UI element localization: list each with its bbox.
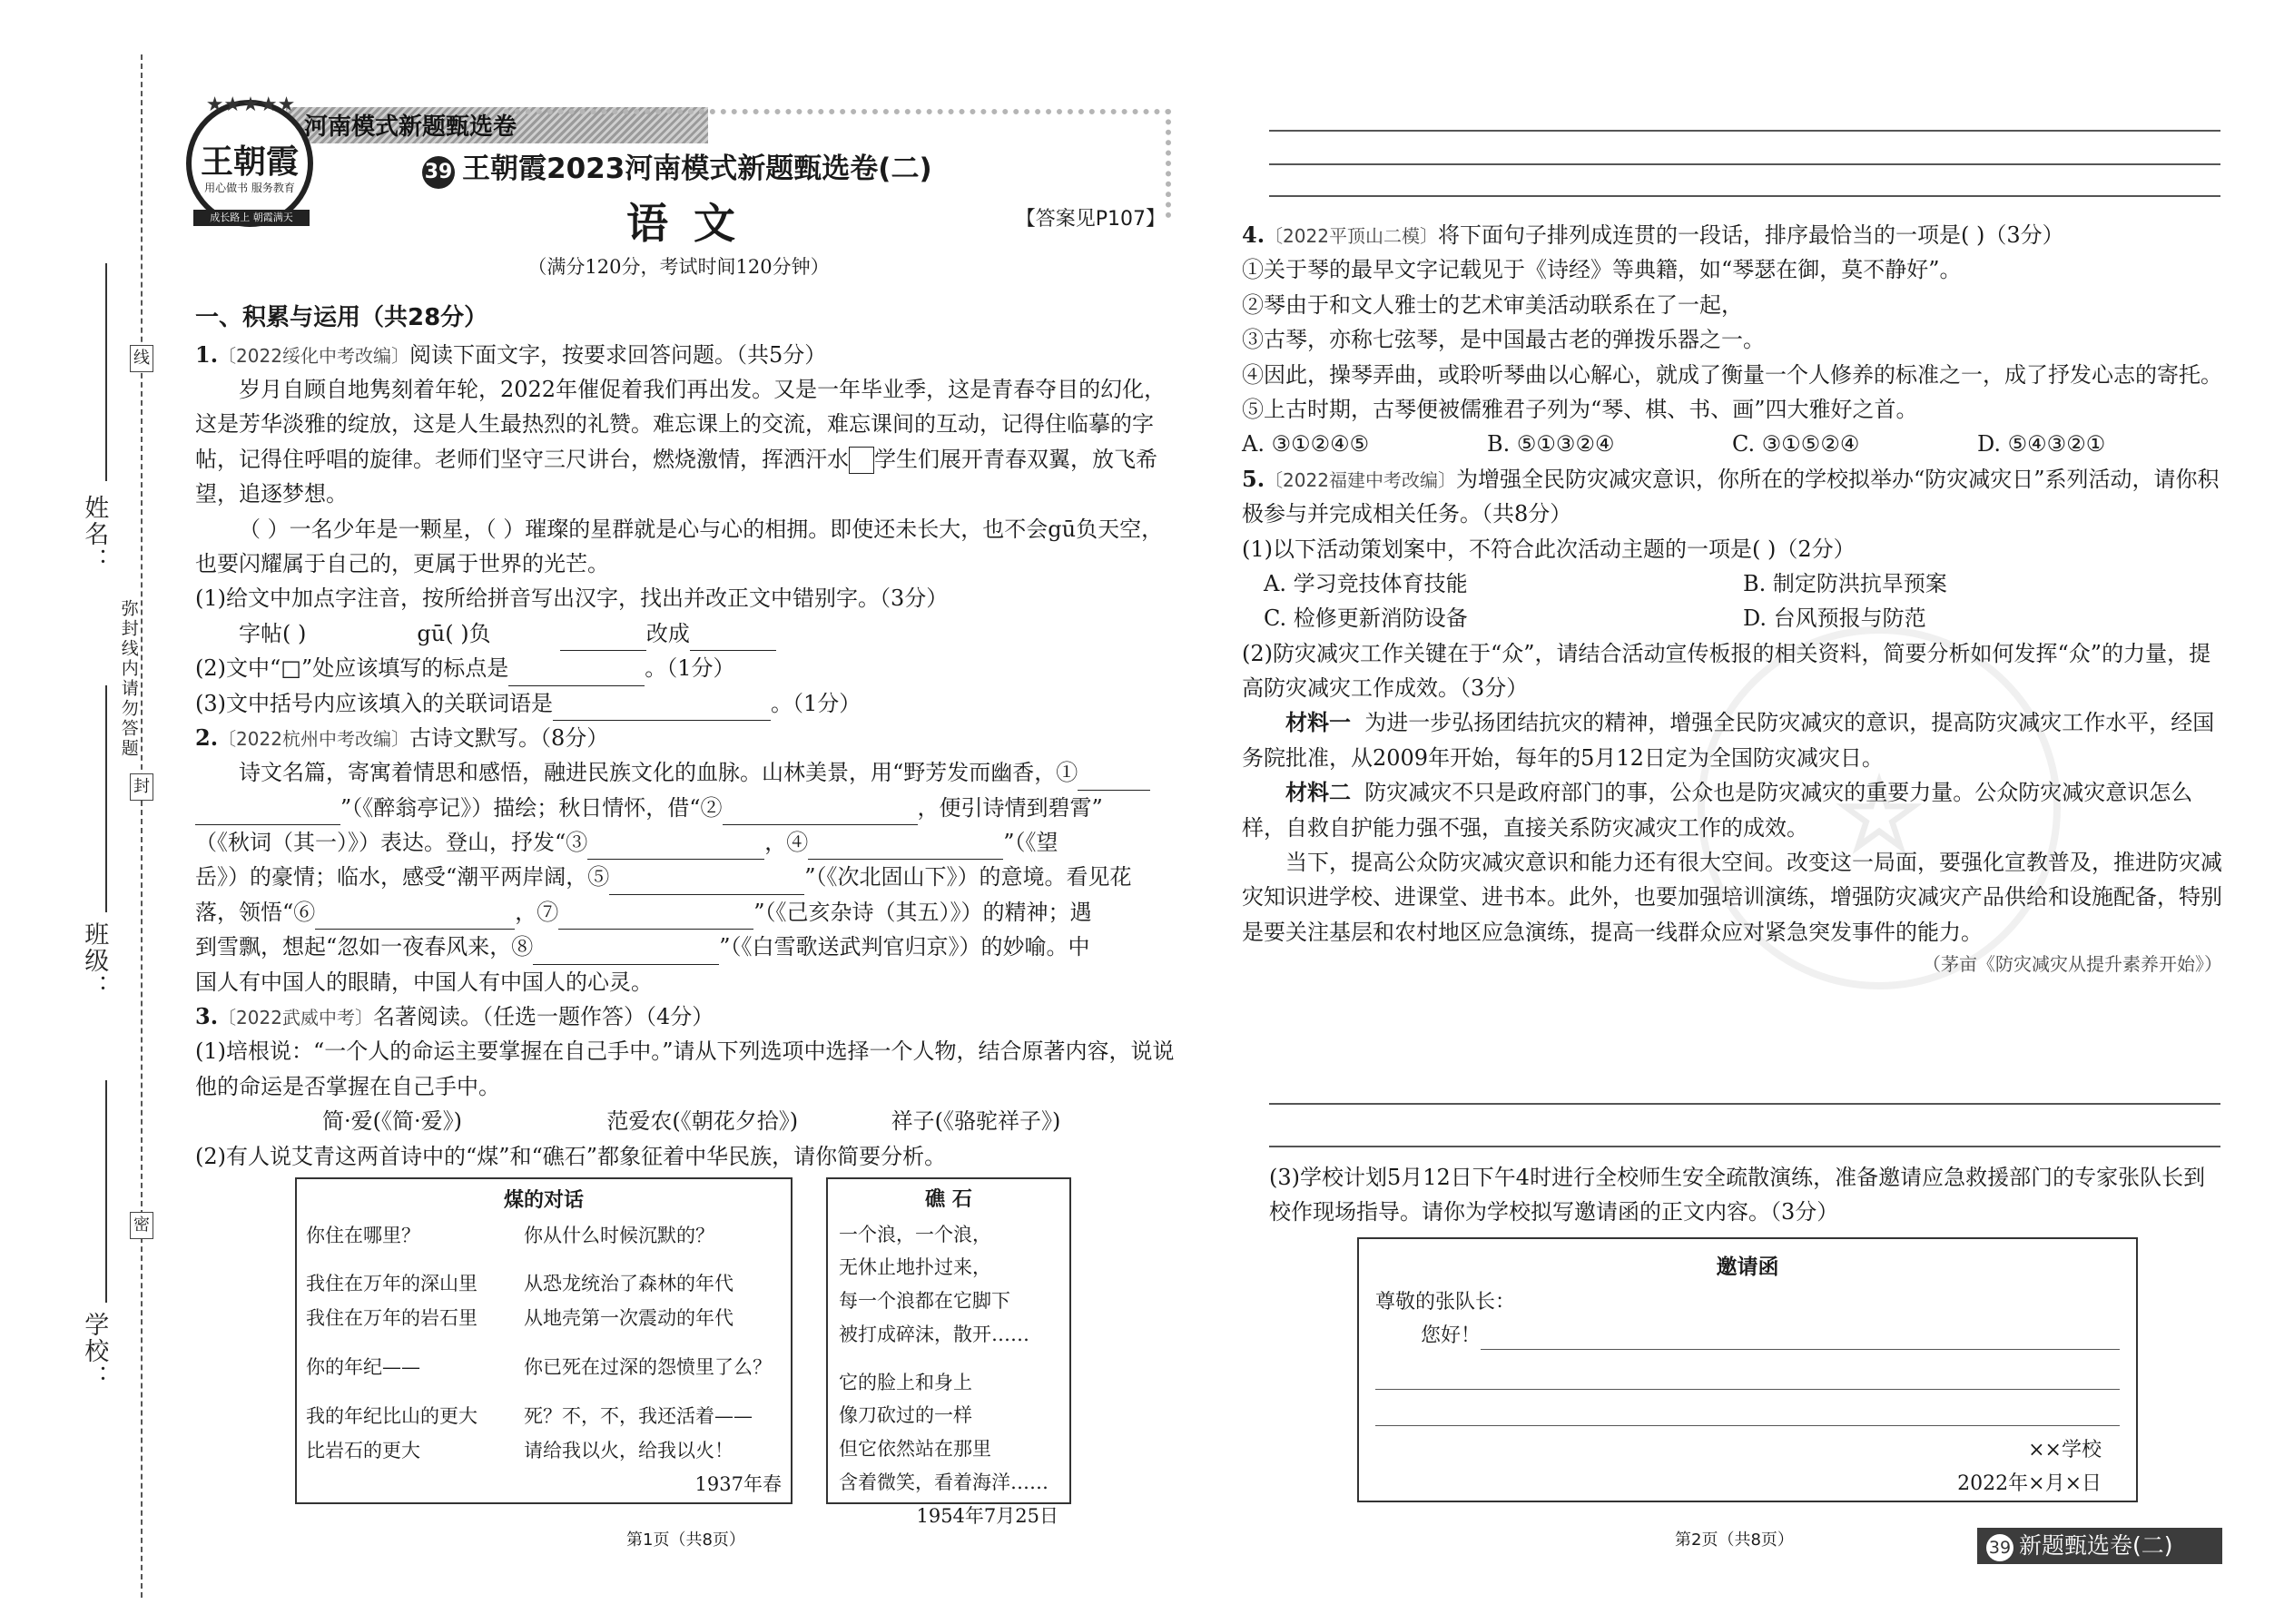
- subject-title: 语文: [626, 199, 761, 248]
- right-column: [1242, 218, 2222, 979]
- poem-line: 一个浪，一个浪，: [839, 1223, 991, 1245]
- question-1-sub-2: (2)文中“□”处应该填写的标点是 。（1分）: [195, 651, 1176, 685]
- invitation-date: 2022年×月×日: [1957, 1472, 2102, 1496]
- badge-number: 39: [1986, 1534, 2013, 1561]
- question-5-header: 5.〔2022福建中考改编〕为增强全民防灾减灾意识，你所在的学校拟举办“防灾减灾日”系列活动，请你积极参与并完成相关任务。（共8分）: [1242, 465, 2220, 527]
- brand-logo: ★★★★★ 王朝霞 用心做书 服务教育 成长路上 朝霞满天: [186, 100, 313, 227]
- invitation-title: 邀请函: [1716, 1255, 1779, 1279]
- option-b[interactable]: B. ⑤①③②④: [1487, 431, 1615, 458]
- question-2-header: 2.〔2022杭州中考改编〕古诗文默写。（8分）: [195, 723, 609, 751]
- poem-coal-lines: [306, 1219, 782, 1469]
- poem-line: 你的年纪——: [306, 1355, 420, 1378]
- correct-char-blank[interactable]: [690, 627, 776, 651]
- option-d[interactable]: D. ⑤④③②①: [1977, 431, 2106, 458]
- poem-reef-lines: [839, 1218, 1058, 1500]
- poem-reef-title: 礁 石: [925, 1188, 972, 1211]
- material-source: （茅亩《防灾减灾从提升素养开始》）: [1923, 953, 2222, 976]
- poem-line: 它的脸上和身上: [839, 1371, 972, 1393]
- option-a[interactable]: A. ③①②④⑤: [1242, 431, 1370, 458]
- poem-line: 你从什么时候沉默的？: [524, 1224, 714, 1246]
- poem-line: 无休止地扑过来，: [839, 1256, 991, 1279]
- question-4-header: 4.〔2022平顶山二模〕将下面句子排列成连贯的一段话，排序最恰当的一项是( )（3分）: [1242, 221, 2064, 248]
- option-b[interactable]: B. 制定防洪抗旱预案: [1743, 570, 1947, 596]
- question-1-sub-3: (3)文中括号内应该填入的关联词语是 。（1分）: [195, 686, 1176, 721]
- paper-title: 39 王朝霞2023河南模式新题甄选卷(二): [422, 147, 932, 192]
- name-label: 姓名：: [80, 495, 109, 574]
- question-5-sub-2: (2)防灾减灾工作关键在于“众”，请结合活动宣传板报的相关资料，简要分析如何发挥“众”的力量，提高防灾减灾工作成效。（3分）: [1242, 640, 2211, 702]
- school-blank[interactable]: [105, 1080, 107, 1303]
- question-2-line-4: 岳》）的豪情；临水，感受“潮平两岸阔，⑤ ”（《次北固山下》）的意境。看见花: [195, 860, 1176, 894]
- seal-note: 弥封线内请勿答题: [118, 599, 139, 759]
- answer-rule[interactable]: [1269, 163, 2220, 165]
- question-1-passage-2: （ ）一名少年是一颗星，（ ）璀璨的星群就是心与心的相拥。即使还未长大，也不会gū负天空，也要闪耀属于自己的，更属于世界的光芒。: [195, 516, 1164, 576]
- poem-line: 死？不，不，我还活着——: [524, 1404, 753, 1427]
- name-blank[interactable]: [105, 263, 107, 481]
- poem-line: [306, 1385, 524, 1400]
- paper-header: [186, 94, 1171, 263]
- class-label: 班级：: [80, 921, 109, 1000]
- poem-line: [524, 1336, 782, 1351]
- poem-line: 从恐龙统治了森林的年代: [524, 1273, 733, 1295]
- poem-line: 被打成碎沫，散开……: [839, 1323, 1029, 1345]
- invitation-body-line[interactable]: [1375, 1353, 2120, 1390]
- stars-icon: ★★★★★: [205, 94, 296, 116]
- option-c[interactable]: C. 检修更新消防设备: [1264, 605, 1468, 632]
- wrong-char-blank[interactable]: [560, 627, 646, 651]
- question-5-sub-3: (3)学校计划5月12日下午4时进行全校师生安全疏散演练，准备邀请应急救援部门的专家张队长到校作现场指导。请你为学校拟写邀请函的正文内容。（3分）: [1269, 1165, 2206, 1225]
- school-label: 学校：: [80, 1312, 109, 1391]
- invitation-signer: ××学校: [2028, 1438, 2102, 1462]
- poem-reef-box: [826, 1177, 1071, 1527]
- poem-reef-date: 1954年7月25日: [916, 1504, 1058, 1527]
- poem-coal-box: [295, 1177, 793, 1504]
- punctuation-answer-blank[interactable]: [508, 662, 645, 685]
- poem-coal-date: 1937年春: [694, 1473, 782, 1496]
- sentence-item: ④因此，操琴弄曲，或聆听琴曲以心解心，就成了衡量一个人修养的标准之一，成了抒发心志的寄托。: [1242, 361, 2222, 388]
- option-jane-eyre[interactable]: 简·爱(《简·爱》): [322, 1108, 462, 1135]
- left-column: [195, 300, 1176, 1174]
- option-d[interactable]: D. 台风预报与防范: [1743, 605, 1926, 632]
- material-2-continued: 当下，提高公众防灾减灾意识和能力还有很大空间。改变这一局面，要强化宣教普及，推进防灾减灾知识进学校、进课堂、进书本。此外，也要加强培训演练，增强防灾减灾产品供给和设施配备，特别是要关注基层和农村地区应急演练，提高一线群众应对紧急突发事件的能力。: [1242, 850, 2222, 945]
- fold-dashed-line: [141, 54, 143, 1598]
- question-5-sub-1: (1)以下活动策划案中，不符合此次活动主题的一项是( )（2分）: [1242, 536, 1856, 562]
- poem-line: 但它依然站在那里: [839, 1438, 991, 1460]
- blank-3[interactable]: [587, 836, 764, 860]
- option-fan-ainong[interactable]: 范爱农(《朝花夕拾》): [606, 1108, 799, 1135]
- poem-line: [306, 1253, 524, 1267]
- blank-1a[interactable]: [1078, 766, 1150, 790]
- question-1-sub-1: (1)给文中加点字注音，按所给拼音写出汉字，找出并改正文中错别字。（3分）: [195, 586, 949, 612]
- poem-line: 每一个浪都在它脚下: [839, 1290, 1010, 1312]
- answer-rule[interactable]: [1269, 130, 2220, 132]
- option-c[interactable]: C. ③①⑤②④: [1732, 431, 1860, 458]
- poem-line: 含着微笑，看着海洋……: [839, 1471, 1049, 1493]
- blank-5[interactable]: [609, 871, 804, 894]
- poem-line: 你已死在过深的怨愤里了么？: [524, 1355, 772, 1378]
- poem-coal-title: 煤的对话: [503, 1189, 584, 1212]
- poem-line: 请给我以火，给我以火！: [524, 1439, 733, 1462]
- invitation-body-line[interactable]: [1481, 1319, 2120, 1350]
- series-badge: [1977, 1528, 2222, 1564]
- option-xiangzi[interactable]: 祥子(《骆驼祥子》): [891, 1108, 1061, 1135]
- answer-rule[interactable]: [1269, 195, 2220, 197]
- question-4-options: [1242, 427, 2222, 461]
- blank-7[interactable]: [558, 906, 753, 930]
- question-2-line-2: ”（《醉翁亭记》）描绘；秋日情怀，借“② ，便引诗情到碧霄”: [195, 791, 1176, 825]
- poem-line: 比岩石的更大: [306, 1439, 420, 1462]
- watermark-logo: ☆: [1698, 626, 2061, 989]
- poem-line: 我的年纪比山的更大: [306, 1404, 478, 1427]
- poem-line: [524, 1385, 782, 1400]
- poem-line: [306, 1336, 524, 1351]
- question-2-line-7: 国人有中国人的眼睛，中国人有中国人的心灵。: [195, 969, 653, 995]
- seal-box: 封: [130, 773, 153, 801]
- poem-line: [839, 1352, 1058, 1366]
- score-info: （满分120分，考试时间120分钟）: [527, 256, 830, 278]
- question-1-sub-1-answers: 字帖( ) gū( )负 改成: [195, 616, 1176, 651]
- question-5-options-row-2: [1242, 601, 2222, 635]
- material-2: 材料二 防灾减灾不只是政府部门的事，公众也是防灾减灾的重要力量。公众防灾减灾意识怎么样，自救自护能力强不强，直接关系防灾减灾工作的成效。: [1242, 779, 2193, 841]
- page-footer-1: 第1页（共8页）: [626, 1530, 745, 1550]
- binding-margin: [0, 0, 159, 1624]
- invitation-box: [1357, 1237, 2138, 1502]
- question-1-header: 1.〔2022绥化中考改编〕阅读下面文字，按要求回答问题。（共5分）: [195, 340, 827, 368]
- invitation-hello: 您好！: [1421, 1324, 1482, 1348]
- question-3-sub-1: (1)培根说：“一个人的命运主要掌握在自己手中。”请从下列选项中选择一个人物，结合原著内容，说说他的命运是否掌握在自己手中。: [195, 1038, 1175, 1099]
- question-2-line-1: 诗文名篇，寄寓着情思和感悟，融进民族文化的血脉。山林美景，用“野芳发而幽香，①: [195, 755, 1176, 790]
- blank-1b[interactable]: [195, 802, 340, 825]
- line-box: 线: [130, 345, 153, 372]
- section-title: 一、积累与运用（共28分）: [195, 304, 488, 331]
- invitation-greeting: 尊敬的张队长：: [1375, 1291, 1516, 1314]
- sentence-item: ①关于琴的最早文字记载见于《诗经》等典籍，如“琴瑟在御，莫不静好”。: [1242, 257, 1962, 283]
- question-5-options-row-1: [1242, 566, 2222, 601]
- question-1-passage: 岁月自顾自地隽刻着年轮，2022年催促着我们再出发。又是一年毕业季，这是青春夺目的幻化，这是芳华淡雅的绽放，这是人生最热烈的礼赞。难忘课上的交流，难忘课间的互动，记得住临摹的字帖，记得住呼唱的旋律。老师们坚守三尺讲台，燃烧激情，挥洒汗水 学生们展开青春双翼，放飞希望，追逐梦想。: [195, 376, 1167, 507]
- question-2-line-3: （《秋词（其一）》）表达。登山，抒发“③ ，④ ”（《望: [195, 825, 1176, 860]
- material-1: 材料一 为进一步弘扬团结抗灾的精神，增强全民防灾减灾的意识，提高防灾减灾工作水平，经国务院批准，从2009年开始，每年的5月12日定为全国防灾减灾日。: [1242, 709, 2215, 771]
- class-blank[interactable]: [105, 685, 107, 912]
- blank-2[interactable]: [723, 802, 918, 825]
- answer-reference: 【答案见P107】: [1015, 208, 1166, 231]
- option-a[interactable]: A. 学习竞技体育技能: [1264, 570, 1468, 596]
- question-3-options: [195, 1104, 1176, 1138]
- blank-4[interactable]: [808, 836, 1003, 860]
- question-3-sub-2: (2)有人说艾青这两首诗中的“煤”和“礁石”都象征着中华民族，请你简要分析。: [195, 1143, 947, 1169]
- invitation-hello-row: [1375, 1319, 2120, 1353]
- page-footer-2: 第2页（共8页）: [1675, 1530, 1794, 1550]
- poem-line: 我住在万年的岩石里: [306, 1307, 478, 1330]
- poem-line: 我住在万年的深山里: [306, 1273, 478, 1295]
- poem-line: 像刀砍过的一样: [839, 1404, 972, 1427]
- blank-8[interactable]: [533, 940, 719, 964]
- question-2-line-6: 到雪飘，想起“忽如一夜春风来，⑧ ”（《白雪歌送武判官归京》）的妙喻。中: [195, 930, 1176, 964]
- secret-box: 密: [130, 1212, 153, 1239]
- sentence-item: ③古琴，亦称七弦琴，是中国最古老的弹拨乐器之一。: [1242, 327, 1765, 353]
- blank-6[interactable]: [315, 906, 515, 930]
- invitation-body-line[interactable]: [1375, 1390, 2120, 1426]
- poem-line: [524, 1253, 782, 1267]
- question-2-line-5: 落，领悟“⑥ ，⑦ ”（《己亥杂诗（其五）》）的精神；遇: [195, 895, 1176, 930]
- badge-text: 新题甄选卷(二): [2019, 1532, 2173, 1559]
- answer-rule[interactable]: [1269, 1146, 2220, 1147]
- sentence-item: ⑤上古时期，古琴便被儒雅君子列为“琴、棋、书、画”四大雅好之首。: [1242, 396, 1918, 422]
- poem-line: 从地壳第一次震动的年代: [524, 1307, 733, 1330]
- poem-line: 你住在哪里？: [306, 1224, 420, 1246]
- punctuation-blank[interactable]: [849, 447, 874, 474]
- conjunction-answer-blank[interactable]: [553, 697, 771, 721]
- question-3-header: 3.〔2022武威中考〕名著阅读。（任选一题作答）（4分）: [195, 1003, 714, 1030]
- paper-number-badge: 39: [422, 156, 455, 189]
- answer-rule[interactable]: [1269, 1103, 2220, 1105]
- banner-text: 河南模式新题甄选卷: [304, 113, 517, 141]
- sentence-item: ②琴由于和文人雅士的艺术审美活动联系在了一起，: [1242, 291, 1743, 318]
- question-4-sentences: [1242, 252, 2222, 427]
